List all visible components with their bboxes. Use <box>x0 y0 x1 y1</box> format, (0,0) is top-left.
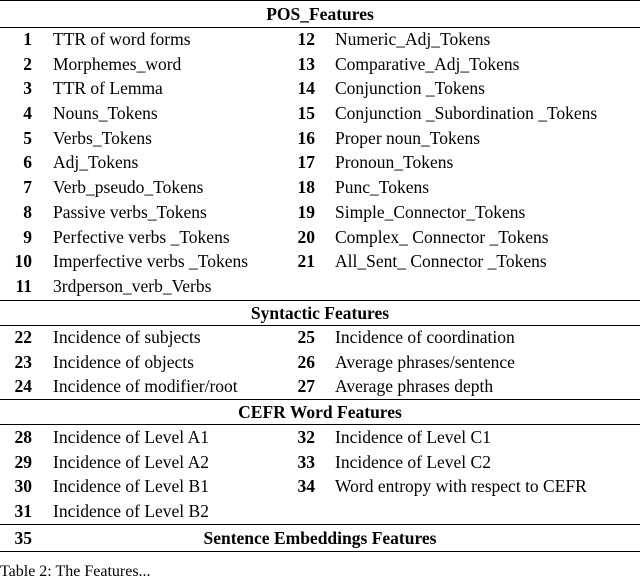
section-rows-cefr <box>0 425 640 524</box>
feature-label: Pronoun_Tokens <box>335 152 454 173</box>
feature-number: 31 <box>14 501 32 522</box>
table-row <box>0 76 640 101</box>
table-row <box>0 126 640 151</box>
feature-number: 14 <box>297 78 315 99</box>
table-row <box>0 150 640 175</box>
feature-label: Conjunction _Subordination _Tokens <box>335 103 598 124</box>
feature-label: Comparative_Adj_Tokens <box>335 53 520 74</box>
table-row <box>0 325 640 350</box>
table-top-rule <box>0 0 640 1</box>
feature-label: Average phrases depth <box>335 376 494 397</box>
section-title-cefr: CEFR Word Features <box>238 402 402 422</box>
feature-number: 12 <box>297 29 315 49</box>
feature-label: Incidence of Level C2 <box>335 451 491 472</box>
table-row <box>0 499 640 524</box>
feature-label: Average phrases/sentence <box>335 351 515 372</box>
table-row <box>0 450 640 475</box>
feature-number: 5 <box>23 127 32 148</box>
table-row <box>0 101 640 126</box>
feature-label: Numeric_Adj_Tokens <box>335 29 491 49</box>
feature-label: Perfective verbs _Tokens <box>53 226 230 247</box>
feature-label: Incidence of coordination <box>335 327 515 347</box>
table-row <box>0 374 640 399</box>
feature-number: 28 <box>14 427 32 447</box>
feature-number: 13 <box>297 53 315 74</box>
table-row <box>0 52 640 77</box>
feature-number: 3 <box>23 78 32 99</box>
feature-label: Incidence of Level B1 <box>53 476 209 497</box>
feature-number: 24 <box>14 376 32 397</box>
feature-label: TTR of Lemma <box>53 78 163 99</box>
table-row <box>0 249 640 274</box>
table-row <box>0 27 640 52</box>
feature-number: 16 <box>297 127 315 148</box>
feature-label: Conjunction _Tokens <box>335 78 485 99</box>
feature-label: Incidence of objects <box>53 351 194 372</box>
feature-number: 7 <box>23 177 32 198</box>
feature-label: Incidence of Level C1 <box>335 427 491 447</box>
feature-label: Incidence of Level A2 <box>53 451 209 472</box>
feature-label: Incidence of modifier/root <box>53 376 238 397</box>
feature-number: 19 <box>297 201 315 222</box>
feature-number: 21 <box>297 251 315 272</box>
feature-number: 26 <box>297 351 315 372</box>
feature-number: 32 <box>297 427 315 447</box>
section-title-syntactic: Syntactic Features <box>250 303 390 323</box>
table-bottom-rule <box>0 551 640 552</box>
feature-number: 1 <box>23 29 32 49</box>
feature-label: Verb_pseudo_Tokens <box>53 177 204 198</box>
feature-label: 3rdperson_verb_Verbs <box>53 275 212 296</box>
feature-label: Simple_Connector_Tokens <box>335 201 526 222</box>
feature-number: 22 <box>14 327 32 347</box>
feature-label: All_Sent_ Connector _Tokens <box>335 251 547 272</box>
feature-number: 33 <box>297 451 315 472</box>
table-row <box>0 425 640 450</box>
feature-number: 34 <box>297 476 315 497</box>
table-row <box>0 350 640 375</box>
feature-number: 30 <box>14 476 32 497</box>
feature-label: Imperfective verbs _Tokens <box>53 251 249 272</box>
feature-label: Verbs_Tokens <box>53 127 152 148</box>
section-title-pos: POS_Features <box>266 4 374 24</box>
feature-label: Punc_Tokens <box>335 177 430 198</box>
feature-label: TTR of word forms <box>53 29 191 49</box>
table-row <box>0 474 640 499</box>
feature-number: 18 <box>297 177 315 198</box>
feature-number: 20 <box>297 226 315 247</box>
section-rows-pos <box>0 27 640 299</box>
table-row <box>0 200 640 225</box>
feature-label: Nouns_Tokens <box>53 103 158 124</box>
feature-number: 8 <box>23 201 32 222</box>
feature-number: 9 <box>23 226 32 247</box>
feature-label: Passive verbs_Tokens <box>53 201 207 222</box>
feature-number: 15 <box>297 103 315 124</box>
table-row <box>0 274 640 299</box>
section-title-embeddings: Sentence Embeddings Features <box>203 528 437 548</box>
feature-label: Morphemes_word <box>53 53 182 74</box>
feature-number: 10 <box>14 251 32 272</box>
feature-label: Proper noun_Tokens <box>335 127 481 148</box>
table-row <box>0 175 640 200</box>
section-rule-embeddings-top <box>0 524 640 525</box>
feature-number: 27 <box>297 376 315 397</box>
feature-number: 25 <box>297 327 315 347</box>
table-caption: Table 2: The Features... <box>0 563 151 580</box>
feature-number: 17 <box>297 152 315 173</box>
feature-number: 6 <box>23 152 32 173</box>
feature-number-35: 35 <box>14 528 32 548</box>
feature-number: 2 <box>23 53 32 74</box>
feature-number: 23 <box>14 351 32 372</box>
feature-label: Adj_Tokens <box>53 152 139 173</box>
feature-number: 29 <box>14 451 32 472</box>
feature-label: Incidence of Level A1 <box>53 427 209 447</box>
feature-label: Word entropy with respect to CEFR <box>335 476 587 497</box>
feature-label: Incidence of subjects <box>53 327 201 347</box>
feature-number: 11 <box>15 275 32 296</box>
section-rows-syntactic <box>0 325 640 399</box>
feature-label: Complex_ Connector _Tokens <box>335 226 549 247</box>
feature-number: 4 <box>23 103 32 124</box>
table-row <box>0 225 640 250</box>
feature-label: Incidence of Level B2 <box>53 501 209 522</box>
